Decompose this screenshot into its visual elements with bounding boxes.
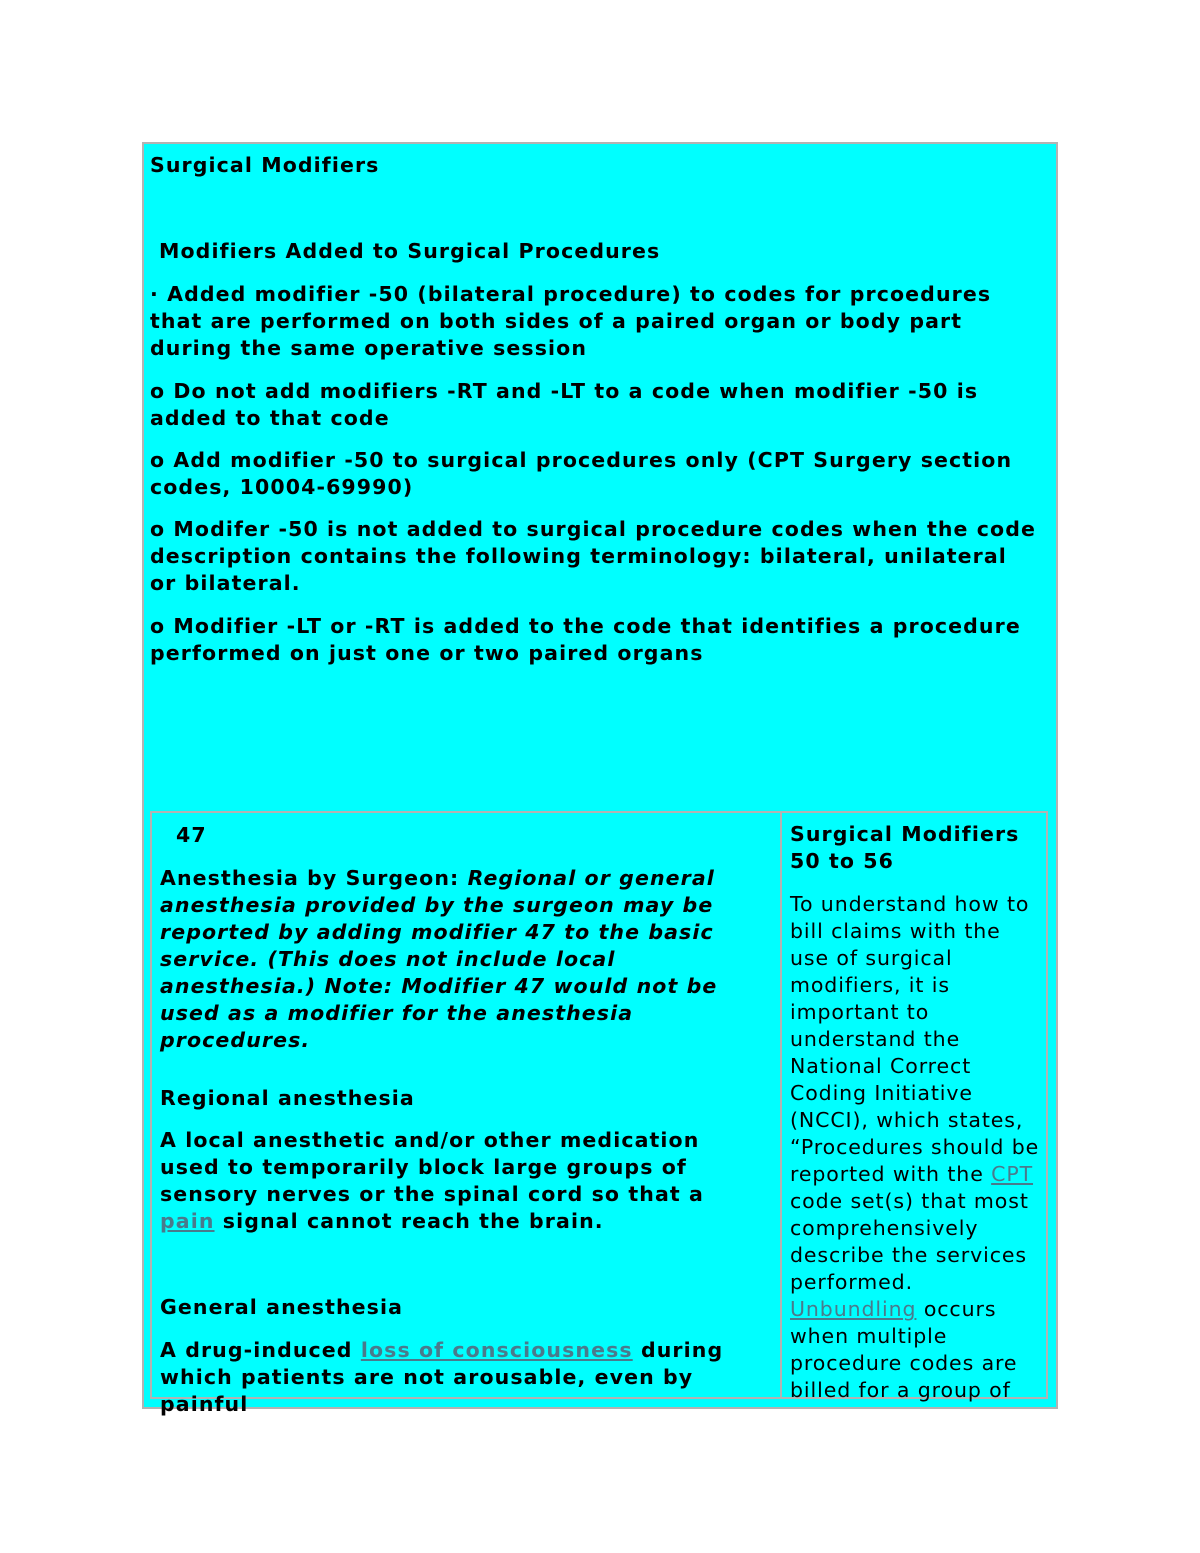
general-text bbox=[160, 1337, 778, 1418]
bullet-rt-lt: o Do not add modifiers -RT and -LT to a code when modifier -50 is added to that code bbox=[150, 379, 979, 430]
general-heading: General anesthesia bbox=[160, 1295, 404, 1319]
column-divider bbox=[780, 813, 782, 1397]
bullet-lt-rt: o Modifier -LT or -RT is added to the code that identifies a procedure performed on just one or two paired organs bbox=[150, 614, 1021, 665]
loss-of-consciousness-link[interactable]: loss of consciousness bbox=[360, 1338, 633, 1362]
document-frame bbox=[142, 142, 1058, 1416]
ncci-text-b: code set(s) that most comprehensively describe the services performed. bbox=[790, 1189, 1029, 1294]
document-title: Surgical Modifiers bbox=[150, 153, 380, 177]
modifier-number: 47 bbox=[176, 823, 207, 847]
anesthesia-description: Regional or general anesthesia provided by the surgeon may be reported by adding modifier 47 to the basic service. (This does not include local anesthesia.) Note: Modifier 47 would not be used as a modifier for the anesthesia procedures. bbox=[160, 866, 718, 1052]
anesthesia-label: Anesthesia by Surgeon: bbox=[160, 866, 468, 890]
section-subtitle: Modifiers Added to Surgical Procedures bbox=[159, 239, 661, 263]
pain-link[interactable]: pain bbox=[160, 1209, 215, 1233]
ncci-text-c: occurs when multiple procedure codes are billed for a group of bbox=[790, 1297, 1018, 1402]
unbundling-link[interactable]: Unbundling bbox=[790, 1297, 917, 1321]
anesthesia-by-surgeon bbox=[160, 865, 775, 1054]
right-heading: Surgical Modifiers 50 to 56 bbox=[790, 822, 1020, 873]
regional-text-b: signal cannot reach the brain. bbox=[214, 1209, 604, 1233]
regional-text-a: A local anesthetic and/or other medication used to temporarily block large groups of sensory nerves or the spinal cord so that a bbox=[160, 1128, 704, 1206]
modifier-table bbox=[150, 811, 1048, 1416]
ncci-text-a: To understand how to bill claims with the use of surgical modifiers, it is important to understand the National Correct Coding Initiative (NCCI), which states, “Procedures should be reported with the bbox=[790, 892, 1040, 1186]
ncci-text bbox=[790, 891, 1042, 1404]
general-text-b: during which patients are not arousable, even by painful bbox=[160, 1338, 724, 1416]
bullet-bilateral: · Added modifier -50 (bilateral procedure) to codes for prcoedures that are performed on both sides of a paired organ or body part during the same operative session bbox=[150, 282, 992, 360]
cpt-link[interactable]: CPT bbox=[991, 1162, 1034, 1186]
bullet-surgery-only: o Add modifier -50 to surgical procedures only (CPT Surgery section codes, 10004-69990) bbox=[150, 448, 1013, 499]
bullet-terminology: o Modifer -50 is not added to surgical procedure codes when the code description contains the following terminology: bilateral, unilateral or bilateral. bbox=[150, 517, 1037, 595]
regional-text bbox=[160, 1127, 765, 1235]
regional-heading: Regional anesthesia bbox=[160, 1086, 415, 1110]
general-text-a: A drug-induced bbox=[160, 1338, 361, 1362]
